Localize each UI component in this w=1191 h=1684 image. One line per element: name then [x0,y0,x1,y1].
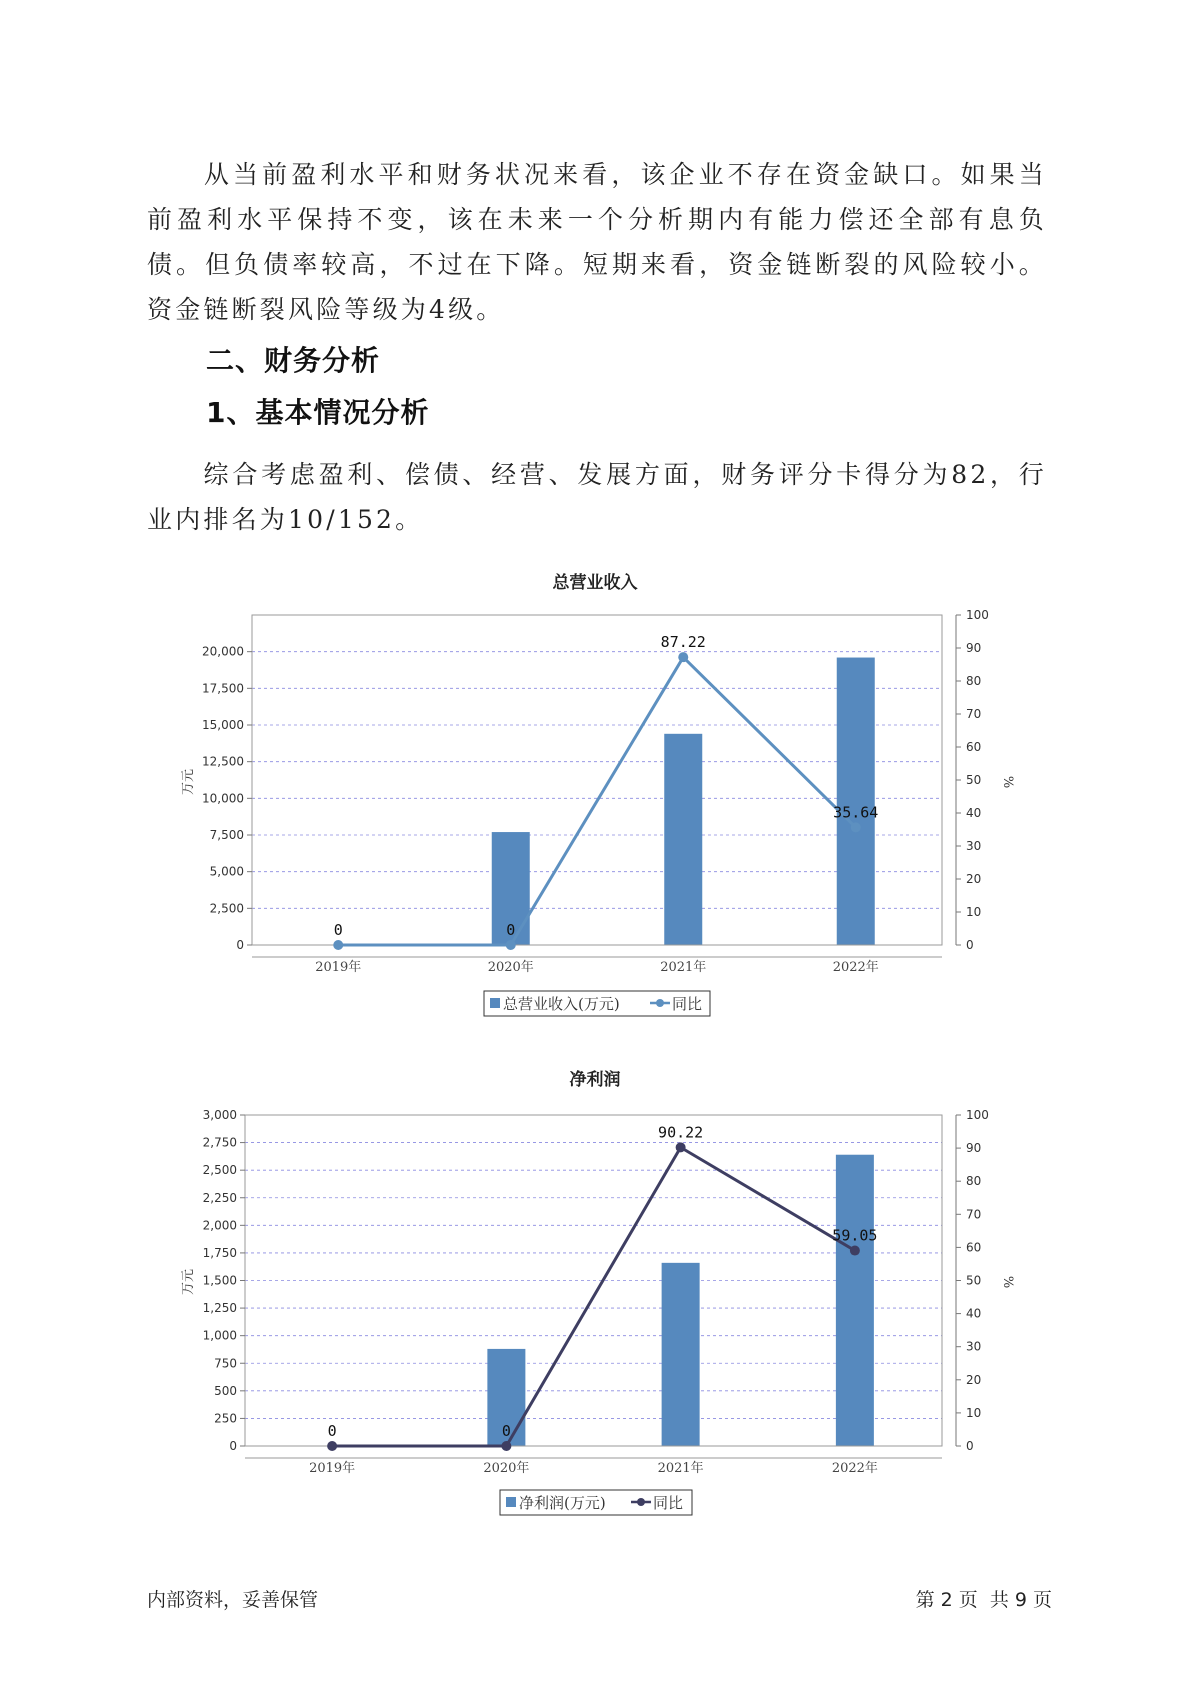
y-tick-label: 2,000 [202,1218,237,1233]
y-tick-label: 2,500 [209,901,244,916]
yoy-point-2021年 [676,1142,686,1152]
y-tick-label: 7,500 [209,828,244,842]
y2-tick-label: 40 [966,806,982,820]
category-label: 2022年 [831,1461,878,1476]
data-label: 0 [506,921,516,939]
risk-summary-paragraph [147,152,1047,332]
y2-tick-label: 20 [966,872,982,886]
legend-bar-swatch [506,1497,516,1507]
subsection-heading-basic-analysis: 1、基本情况分析 [206,396,430,429]
chart-title: 净利润 [569,1070,621,1090]
y-tick-label: 3,000 [202,1108,237,1122]
yoy-point-2022年 [851,822,861,832]
y-tick-label: 17,500 [202,681,244,696]
y2-tick-label: 0 [966,938,974,952]
bar-2021年 [662,1263,700,1446]
y-tick-label: 10,000 [202,791,244,806]
legend-bar-label: 净利润(万元) [519,1494,606,1512]
y-tick-label: 250 [214,1411,237,1426]
chart-title: 总营业收入 [552,573,638,593]
data-label: 0 [333,921,343,939]
y2-tick-label: 10 [966,1405,982,1420]
y-axis-label: 万元 [181,1268,196,1296]
y2-axis-label: % [1000,775,1015,789]
yoy-point-2021年 [678,652,688,662]
category-label: 2019年 [315,960,362,975]
risk-summary-text: 从当前盈利水平和财务状况来看，该企业不存在资金缺口。如果当前盈利水平保持不变，该在未来一个分析期内有能力偿还全部有息负债。但负债率较高，不过在下降。短期来看，资金链断裂的风险较小。资金链断裂风险等级为4级。 [147,160,1047,324]
score-summary-text: 综合考虑盈利、偿债、经营、发展方面，财务评分卡得分为82，行业内排名为10/152。 [147,460,1047,534]
yoy-point-2019年 [333,940,343,950]
y-tick-label: 12,500 [202,754,244,769]
y-tick-label: 2,250 [202,1190,237,1205]
y-tick-label: 750 [214,1356,237,1371]
y2-tick-label: 30 [966,1339,982,1354]
y2-tick-label: 100 [966,608,989,622]
chart-legend [484,991,710,1016]
legend-bar-label: 总营业收入(万元) [503,995,620,1013]
footer-page-number: 第 2 页 共 9 页 [915,1589,1052,1611]
y2-tick-label: 40 [966,1306,982,1321]
y-tick-label: 500 [214,1383,237,1398]
data-label: 0 [327,1422,337,1440]
category-label: 2019年 [309,1461,356,1476]
bar-2022年 [836,1155,874,1446]
yoy-point-2020年 [501,1441,511,1451]
footer-confidential: 内部资料，妥善保管 [147,1589,319,1611]
y2-tick-label: 10 [966,905,982,919]
category-label: 2021年 [660,960,707,975]
y2-tick-label: 60 [966,1240,982,1255]
net-profit-chart-svg [0,1060,1191,1530]
y2-tick-label: 90 [966,641,982,655]
score-summary-paragraph [147,452,1047,542]
yoy-line [332,1147,855,1446]
data-label: 59.05 [832,1226,878,1245]
legend-line-marker [637,1498,645,1506]
data-label: 90.22 [658,1123,704,1142]
y2-axis-label: % [1000,1275,1015,1289]
yoy-point-2019年 [327,1441,337,1451]
y-tick-label: 1,750 [202,1245,237,1260]
data-label: 35.64 [833,803,879,822]
bar-2022年 [837,658,875,945]
y-axis-label: 万元 [181,768,196,796]
y-tick-label: 1,000 [202,1328,237,1343]
yoy-point-2020年 [506,940,516,950]
y2-tick-label: 60 [966,740,982,754]
y2-tick-label: 80 [966,1174,982,1189]
y-tick-label: 5,000 [209,864,244,879]
y-tick-label: 2,500 [202,1163,237,1178]
y-tick-label: 1,500 [202,1273,237,1288]
revenue-chart-svg [0,560,1191,1030]
y-tick-label: 2,750 [202,1135,237,1150]
y-tick-label: 0 [229,1439,237,1453]
chart-legend [500,1490,692,1515]
category-label: 2020年 [487,960,534,975]
revenue-chart [0,560,1191,1030]
y2-tick-label: 90 [966,1141,982,1156]
y2-tick-label: 0 [966,1439,974,1453]
y2-tick-label: 50 [966,1273,982,1288]
y2-tick-label: 20 [966,1372,982,1387]
category-label: 2020年 [483,1461,530,1476]
category-label: 2022年 [832,960,879,975]
yoy-point-2022年 [850,1246,860,1256]
y2-tick-label: 80 [966,674,982,688]
y2-tick-label: 100 [966,1108,989,1122]
bar-2021年 [664,734,702,945]
data-label: 0 [501,1422,511,1440]
y2-tick-label: 30 [966,839,982,853]
category-label: 2021年 [657,1461,704,1476]
yoy-line [338,657,856,945]
y-tick-label: 20,000 [202,644,244,659]
legend-line-marker [656,999,664,1007]
y2-tick-label: 70 [966,707,982,721]
section-heading-financial-analysis: 二、财务分析 [206,344,381,377]
legend-line-label: 同比 [653,1494,684,1512]
net-profit-chart [0,1060,1191,1530]
data-label: 87.22 [660,633,706,652]
legend-line-label: 同比 [672,995,703,1013]
y-tick-label: 15,000 [202,718,244,732]
y-tick-label: 1,250 [202,1301,237,1316]
y2-tick-label: 70 [966,1207,982,1222]
y-tick-label: 0 [236,938,244,952]
y2-tick-label: 50 [966,773,982,787]
legend-bar-swatch [490,998,500,1008]
